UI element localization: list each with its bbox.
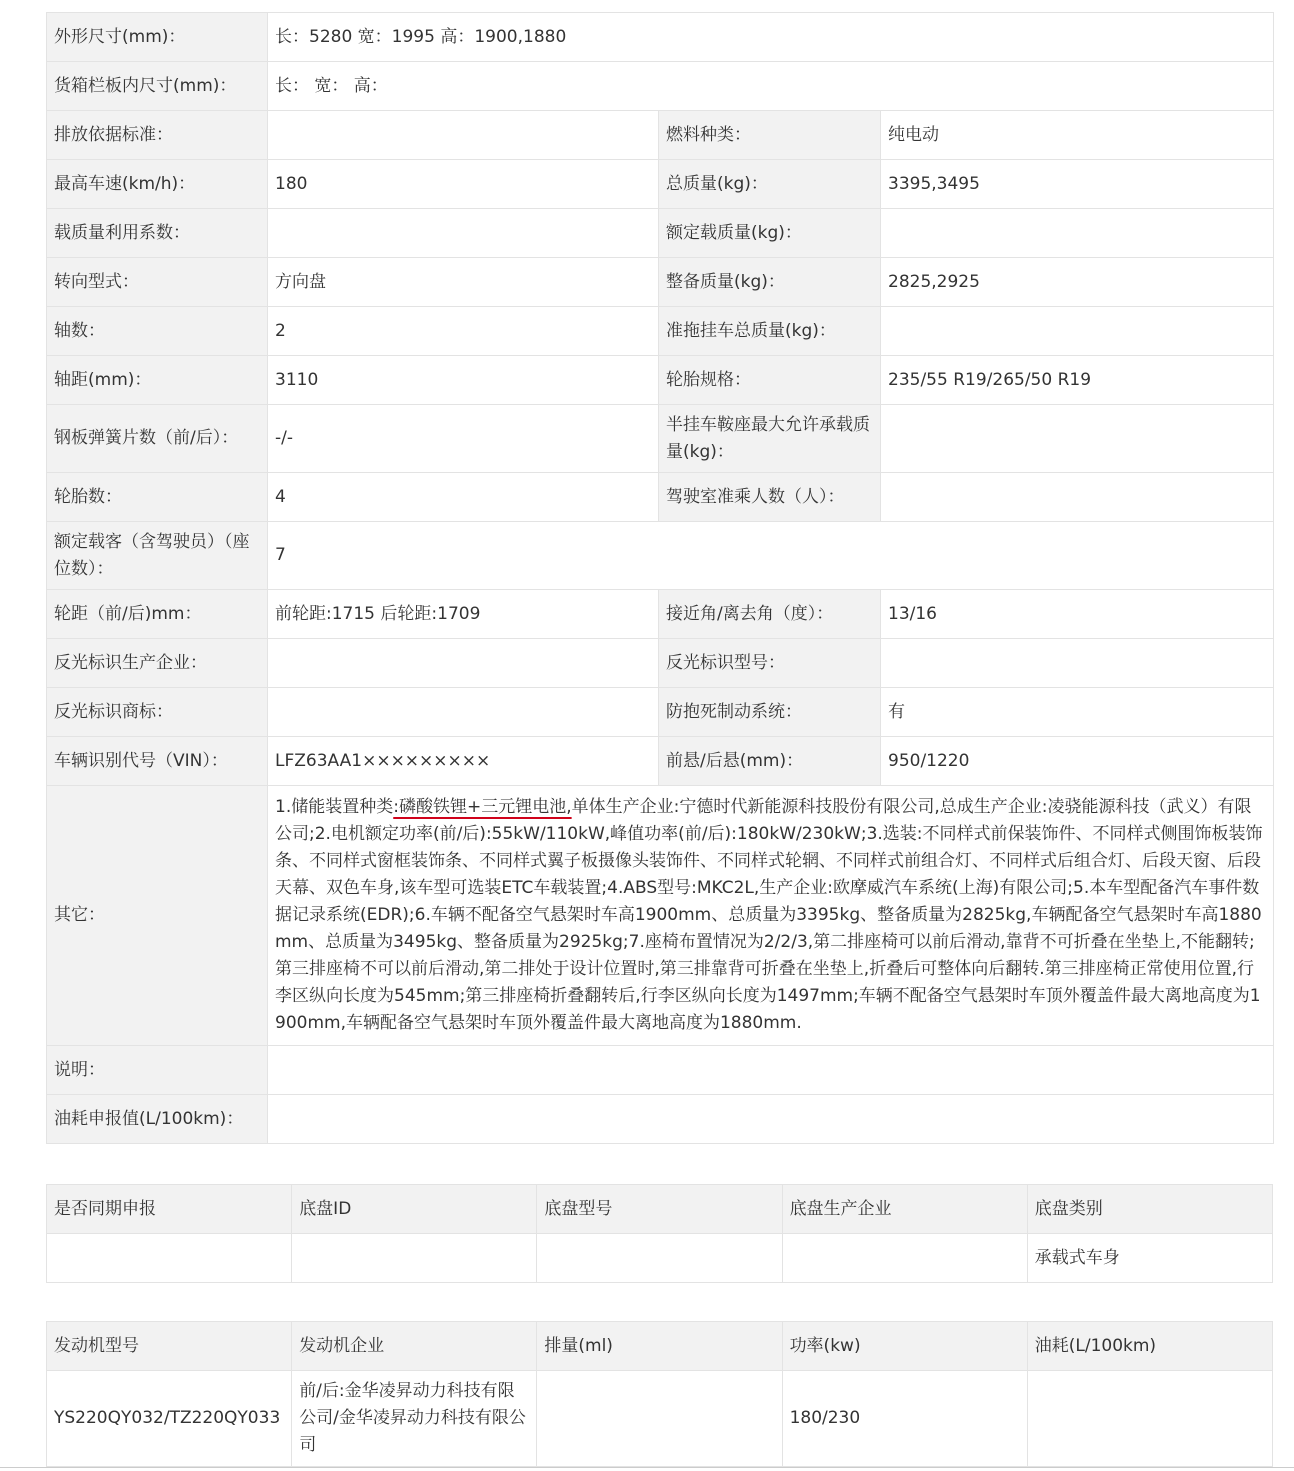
curb-mass-value: 2825,2925 xyxy=(881,258,1274,307)
chassis-cell-maker xyxy=(782,1234,1027,1283)
refl-model-value xyxy=(881,639,1274,688)
engine-header-power: 功率(kw) xyxy=(782,1322,1027,1371)
note-label: 说明： xyxy=(47,1046,268,1095)
rated-load-label: 额定载质量(kg)： xyxy=(659,209,881,258)
chassis-header-maker: 底盘生产企业 xyxy=(782,1185,1027,1234)
emission-value xyxy=(268,111,659,160)
spec-row-other xyxy=(47,786,1274,1046)
chassis-header-model: 底盘型号 xyxy=(537,1185,782,1234)
track-label: 轮距（前/后)mm： xyxy=(47,590,268,639)
seats-value: 7 xyxy=(268,522,1274,590)
overhang-label: 前悬/后悬(mm)： xyxy=(659,737,881,786)
engine-header-model: 发动机型号 xyxy=(47,1322,292,1371)
spec-table xyxy=(46,12,1274,1144)
trailer-mass-value xyxy=(881,307,1274,356)
table-row xyxy=(47,1371,1273,1467)
other-text-post: 单体生产企业:宁德时代新能源科技股份有限公司,总成生产企业:凌骁能源科技（武义）有限公司;2.电机额定功率(前/后):55kW/110kW,峰值功率(前/后):180kW/230kW;3.选装:不同样式前保装饰件、不同样式侧围饰板装饰条、不同样式窗框装饰条、不同样式翼子板摄像头装饰件、不同样式轮辋、不同样式前组合灯、不同样式后组合灯、后段天窗、后段天幕、双色车身,该车型可选装ETC车载装置;4.ABS型号:MKC2L,生产企业:欧摩威汽车系统(上海)有限公司;5.本车型配备汽车事件数据记录系统(EDR);6.车辆不配备空气悬架时车高1900mm、总质量为3395kg、整备质量为2825kg,车辆配备空气悬架时车高1880mm、总质量为3495kg、整备质量为2925kg;7.座椅布置情况为2/2/3,第二排座椅可以前后滑动,靠背不可折叠在坐垫上,不能翻转;第三排座椅不可以前后滑动,第二排处于设计位置时,第三排靠背可折叠在坐垫上,折叠后可整体向后翻转.第三排座椅正常使用位置,行李区纵向长度为545mm;第三排座椅折叠翻转后,行李区纵向长度为1497mm;车辆不配备空气悬架时车顶外覆盖件最大离地高度为1900mm,车辆配备空气悬架时车顶外覆盖件最大离地高度为1880mm. xyxy=(275,797,1263,1033)
overhang-value: 950/1220 xyxy=(881,737,1274,786)
fuel-cons-value xyxy=(268,1095,1274,1144)
cab-pass-value xyxy=(881,473,1274,522)
cargo-label: 货箱栏板内尺寸(mm)： xyxy=(47,62,268,111)
tires-label: 轮胎数： xyxy=(47,473,268,522)
track-value: 前轮距:1715 后轮距:1709 xyxy=(268,590,659,639)
tires-value: 4 xyxy=(268,473,659,522)
chassis-cell-model xyxy=(537,1234,782,1283)
note-value xyxy=(268,1046,1274,1095)
load-coef-label: 载质量利用系数： xyxy=(47,209,268,258)
dims-label: 外形尺寸(mm)： xyxy=(47,13,268,62)
leaf-spring-value: -/- xyxy=(268,405,659,473)
other-label: 其它： xyxy=(47,786,268,1046)
steering-label: 转向型式： xyxy=(47,258,268,307)
spec-row-note xyxy=(47,1046,1274,1095)
refl-maker-value xyxy=(268,639,659,688)
axles-value: 2 xyxy=(268,307,659,356)
chassis-cell-id xyxy=(292,1234,537,1283)
fuel-value: 纯电动 xyxy=(881,111,1274,160)
saddle-value xyxy=(881,405,1274,473)
angle-value: 13/16 xyxy=(881,590,1274,639)
refl-brand-value xyxy=(268,688,659,737)
chassis-table xyxy=(46,1184,1273,1283)
vin-value: LFZ63AA1××××××××× xyxy=(268,737,659,786)
trailer-mass-label: 准拖挂车总质量(kg)： xyxy=(659,307,881,356)
curb-mass-label: 整备质量(kg)： xyxy=(659,258,881,307)
vin-label: 车辆识别代号（VIN）： xyxy=(47,737,268,786)
table-row xyxy=(47,1234,1273,1283)
spec-row-dimensions xyxy=(47,13,1274,62)
wheelbase-label: 轴距(mm)： xyxy=(47,356,268,405)
engine-header-row xyxy=(47,1322,1273,1371)
tire-spec-label: 轮胎规格： xyxy=(659,356,881,405)
other-value xyxy=(268,786,1274,1046)
speed-label: 最高车速(km/h)： xyxy=(47,160,268,209)
fuel-cons-label: 油耗申报值(L/100km)： xyxy=(47,1095,268,1144)
rated-load-value xyxy=(881,209,1274,258)
chassis-header-same-period: 是否同期申报 xyxy=(47,1185,292,1234)
chassis-header-row xyxy=(47,1185,1273,1234)
saddle-label: 半挂车鞍座最大允许承载质量(kg)： xyxy=(659,405,881,473)
total-mass-value: 3395,3495 xyxy=(881,160,1274,209)
leaf-spring-label: 钢板弹簧片数（前/后）： xyxy=(47,405,268,473)
fuel-label: 燃料种类： xyxy=(659,111,881,160)
cargo-value: 长： 宽： 高： xyxy=(268,62,1274,111)
refl-maker-label: 反光标识生产企业： xyxy=(47,639,268,688)
load-coef-value xyxy=(268,209,659,258)
total-mass-label: 总质量(kg)： xyxy=(659,160,881,209)
engine-cell-maker: 前/后:金华凌昇动力科技有限公司/金华凌昇动力科技有限公司 xyxy=(292,1371,537,1467)
cab-pass-label: 驾驶室准乘人数（人）： xyxy=(659,473,881,522)
vehicle-spec-page xyxy=(46,12,1273,1467)
battery-type-highlight: :磷酸铁锂+三元锂电池, xyxy=(393,797,572,817)
engine-header-fuel: 油耗(L/100km) xyxy=(1027,1322,1272,1371)
chassis-cell-same-period xyxy=(47,1234,292,1283)
steering-value: 方向盘 xyxy=(268,258,659,307)
engine-header-displacement: 排量(ml) xyxy=(537,1322,782,1371)
refl-brand-label: 反光标识商标： xyxy=(47,688,268,737)
spec-row-steering xyxy=(47,258,1274,307)
spec-row-reflector xyxy=(47,639,1274,688)
emission-label: 排放依据标准： xyxy=(47,111,268,160)
spec-row-load xyxy=(47,209,1274,258)
spec-row-seats xyxy=(47,522,1274,590)
spec-row-leaf-spring xyxy=(47,405,1274,473)
spec-row-emission xyxy=(47,111,1274,160)
engine-cell-displacement xyxy=(537,1371,782,1467)
engine-cell-model: YS220QY032/TZ220QY033 xyxy=(47,1371,292,1467)
chassis-header-id: 底盘ID xyxy=(292,1185,537,1234)
spec-row-vin xyxy=(47,737,1274,786)
seats-label: 额定载客（含驾驶员）（座位数）： xyxy=(47,522,268,590)
angle-label: 接近角/离去角（度）： xyxy=(659,590,881,639)
spec-row-track xyxy=(47,590,1274,639)
chassis-header-category: 底盘类别 xyxy=(1027,1185,1272,1234)
spec-row-brand xyxy=(47,688,1274,737)
spec-row-tires xyxy=(47,473,1274,522)
spec-row-speed xyxy=(47,160,1274,209)
abs-label: 防抱死制动系统： xyxy=(659,688,881,737)
chassis-cell-category: 承载式车身 xyxy=(1027,1234,1272,1283)
dims-value: 长：5280 宽：1995 高：1900,1880 xyxy=(268,13,1274,62)
axles-label: 轴数： xyxy=(47,307,268,356)
abs-value: 有 xyxy=(881,688,1274,737)
engine-cell-fuel xyxy=(1027,1371,1272,1467)
spec-row-axles xyxy=(47,307,1274,356)
spec-row-fuel-consumption xyxy=(47,1095,1274,1144)
engine-header-maker: 发动机企业 xyxy=(292,1322,537,1371)
other-text-pre: 1.储能装置种类 xyxy=(275,797,394,817)
refl-model-label: 反光标识型号： xyxy=(659,639,881,688)
tire-spec-value: 235/55 R19/265/50 R19 xyxy=(881,356,1274,405)
page-bottom-divider xyxy=(0,1467,1294,1468)
spec-row-cargo xyxy=(47,62,1274,111)
engine-table xyxy=(46,1321,1273,1467)
spec-row-wheelbase xyxy=(47,356,1274,405)
wheelbase-value: 3110 xyxy=(268,356,659,405)
speed-value: 180 xyxy=(268,160,659,209)
engine-cell-power: 180/230 xyxy=(782,1371,1027,1467)
